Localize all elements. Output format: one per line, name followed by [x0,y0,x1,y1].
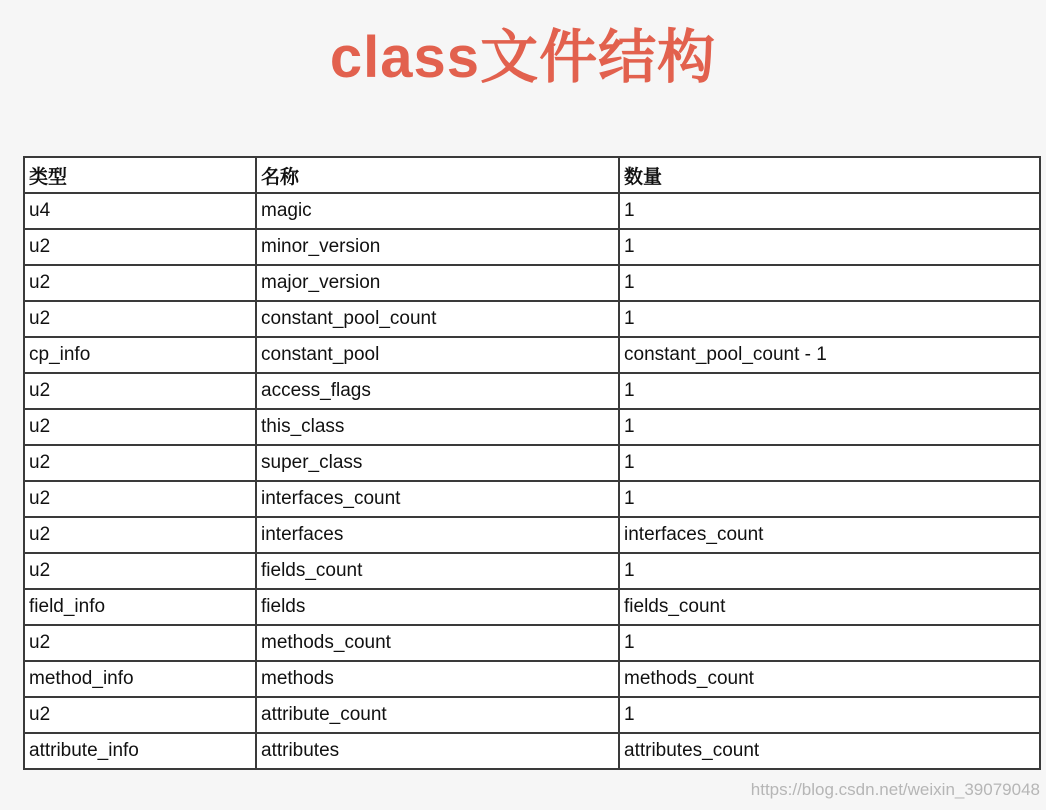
cell-count: attributes_count [619,733,1040,769]
cell-count: 1 [619,193,1040,229]
cell-type: u2 [24,697,256,733]
cell-name: this_class [256,409,619,445]
cell-count: 1 [619,229,1040,265]
cell-type: field_info [24,589,256,625]
cell-type: u2 [24,481,256,517]
table-row [24,481,1040,517]
cell-name: attribute_count [256,697,619,733]
cell-name: access_flags [256,373,619,409]
cell-name: major_version [256,265,619,301]
table-row [24,373,1040,409]
table-row [24,589,1040,625]
table-row [24,625,1040,661]
cell-type: u2 [24,553,256,589]
table-row [24,193,1040,229]
cell-name: methods_count [256,625,619,661]
cell-type: u4 [24,193,256,229]
header-type: 类型 [24,157,256,193]
cell-count: 1 [619,373,1040,409]
table-row [24,553,1040,589]
table-row [24,265,1040,301]
table-row [24,301,1040,337]
cell-type: cp_info [24,337,256,373]
cell-type: u2 [24,265,256,301]
header-name: 名称 [256,157,619,193]
class-structure-table [23,156,1041,770]
cell-name: interfaces_count [256,481,619,517]
cell-count: constant_pool_count - 1 [619,337,1040,373]
cell-type: u2 [24,625,256,661]
table-row [24,661,1040,697]
table-row [24,337,1040,373]
cell-type: u2 [24,445,256,481]
watermark: https://blog.csdn.net/weixin_39079048 [750,780,1040,799]
cell-count: 1 [619,553,1040,589]
cell-name: minor_version [256,229,619,265]
cell-type: method_info [24,661,256,697]
cell-type: u2 [24,517,256,553]
cell-type: u2 [24,301,256,337]
table-row [24,697,1040,733]
cell-name: constant_pool_count [256,301,619,337]
cell-count: 1 [619,265,1040,301]
cell-name: attributes [256,733,619,769]
cell-count: 1 [619,301,1040,337]
cell-name: interfaces [256,517,619,553]
table-row [24,733,1040,769]
cell-type: u2 [24,409,256,445]
cell-name: fields_count [256,553,619,589]
cell-name: fields [256,589,619,625]
cell-name: super_class [256,445,619,481]
cell-name: methods [256,661,619,697]
cell-count: fields_count [619,589,1040,625]
table-row [24,517,1040,553]
cell-type: attribute_info [24,733,256,769]
cell-count: 1 [619,697,1040,733]
cell-type: u2 [24,229,256,265]
header-count: 数量 [619,157,1040,193]
table-row [24,229,1040,265]
cell-count: interfaces_count [619,517,1040,553]
cell-type: u2 [24,373,256,409]
page-title: class文件结构 [329,25,717,90]
table-row [24,409,1040,445]
cell-count: 1 [619,445,1040,481]
cell-count: 1 [619,409,1040,445]
table-container [23,156,1041,770]
cell-count: 1 [619,481,1040,517]
table-row [24,445,1040,481]
cell-count: 1 [619,625,1040,661]
cell-count: methods_count [619,661,1040,697]
table-header-row [24,157,1040,193]
cell-name: magic [256,193,619,229]
cell-name: constant_pool [256,337,619,373]
